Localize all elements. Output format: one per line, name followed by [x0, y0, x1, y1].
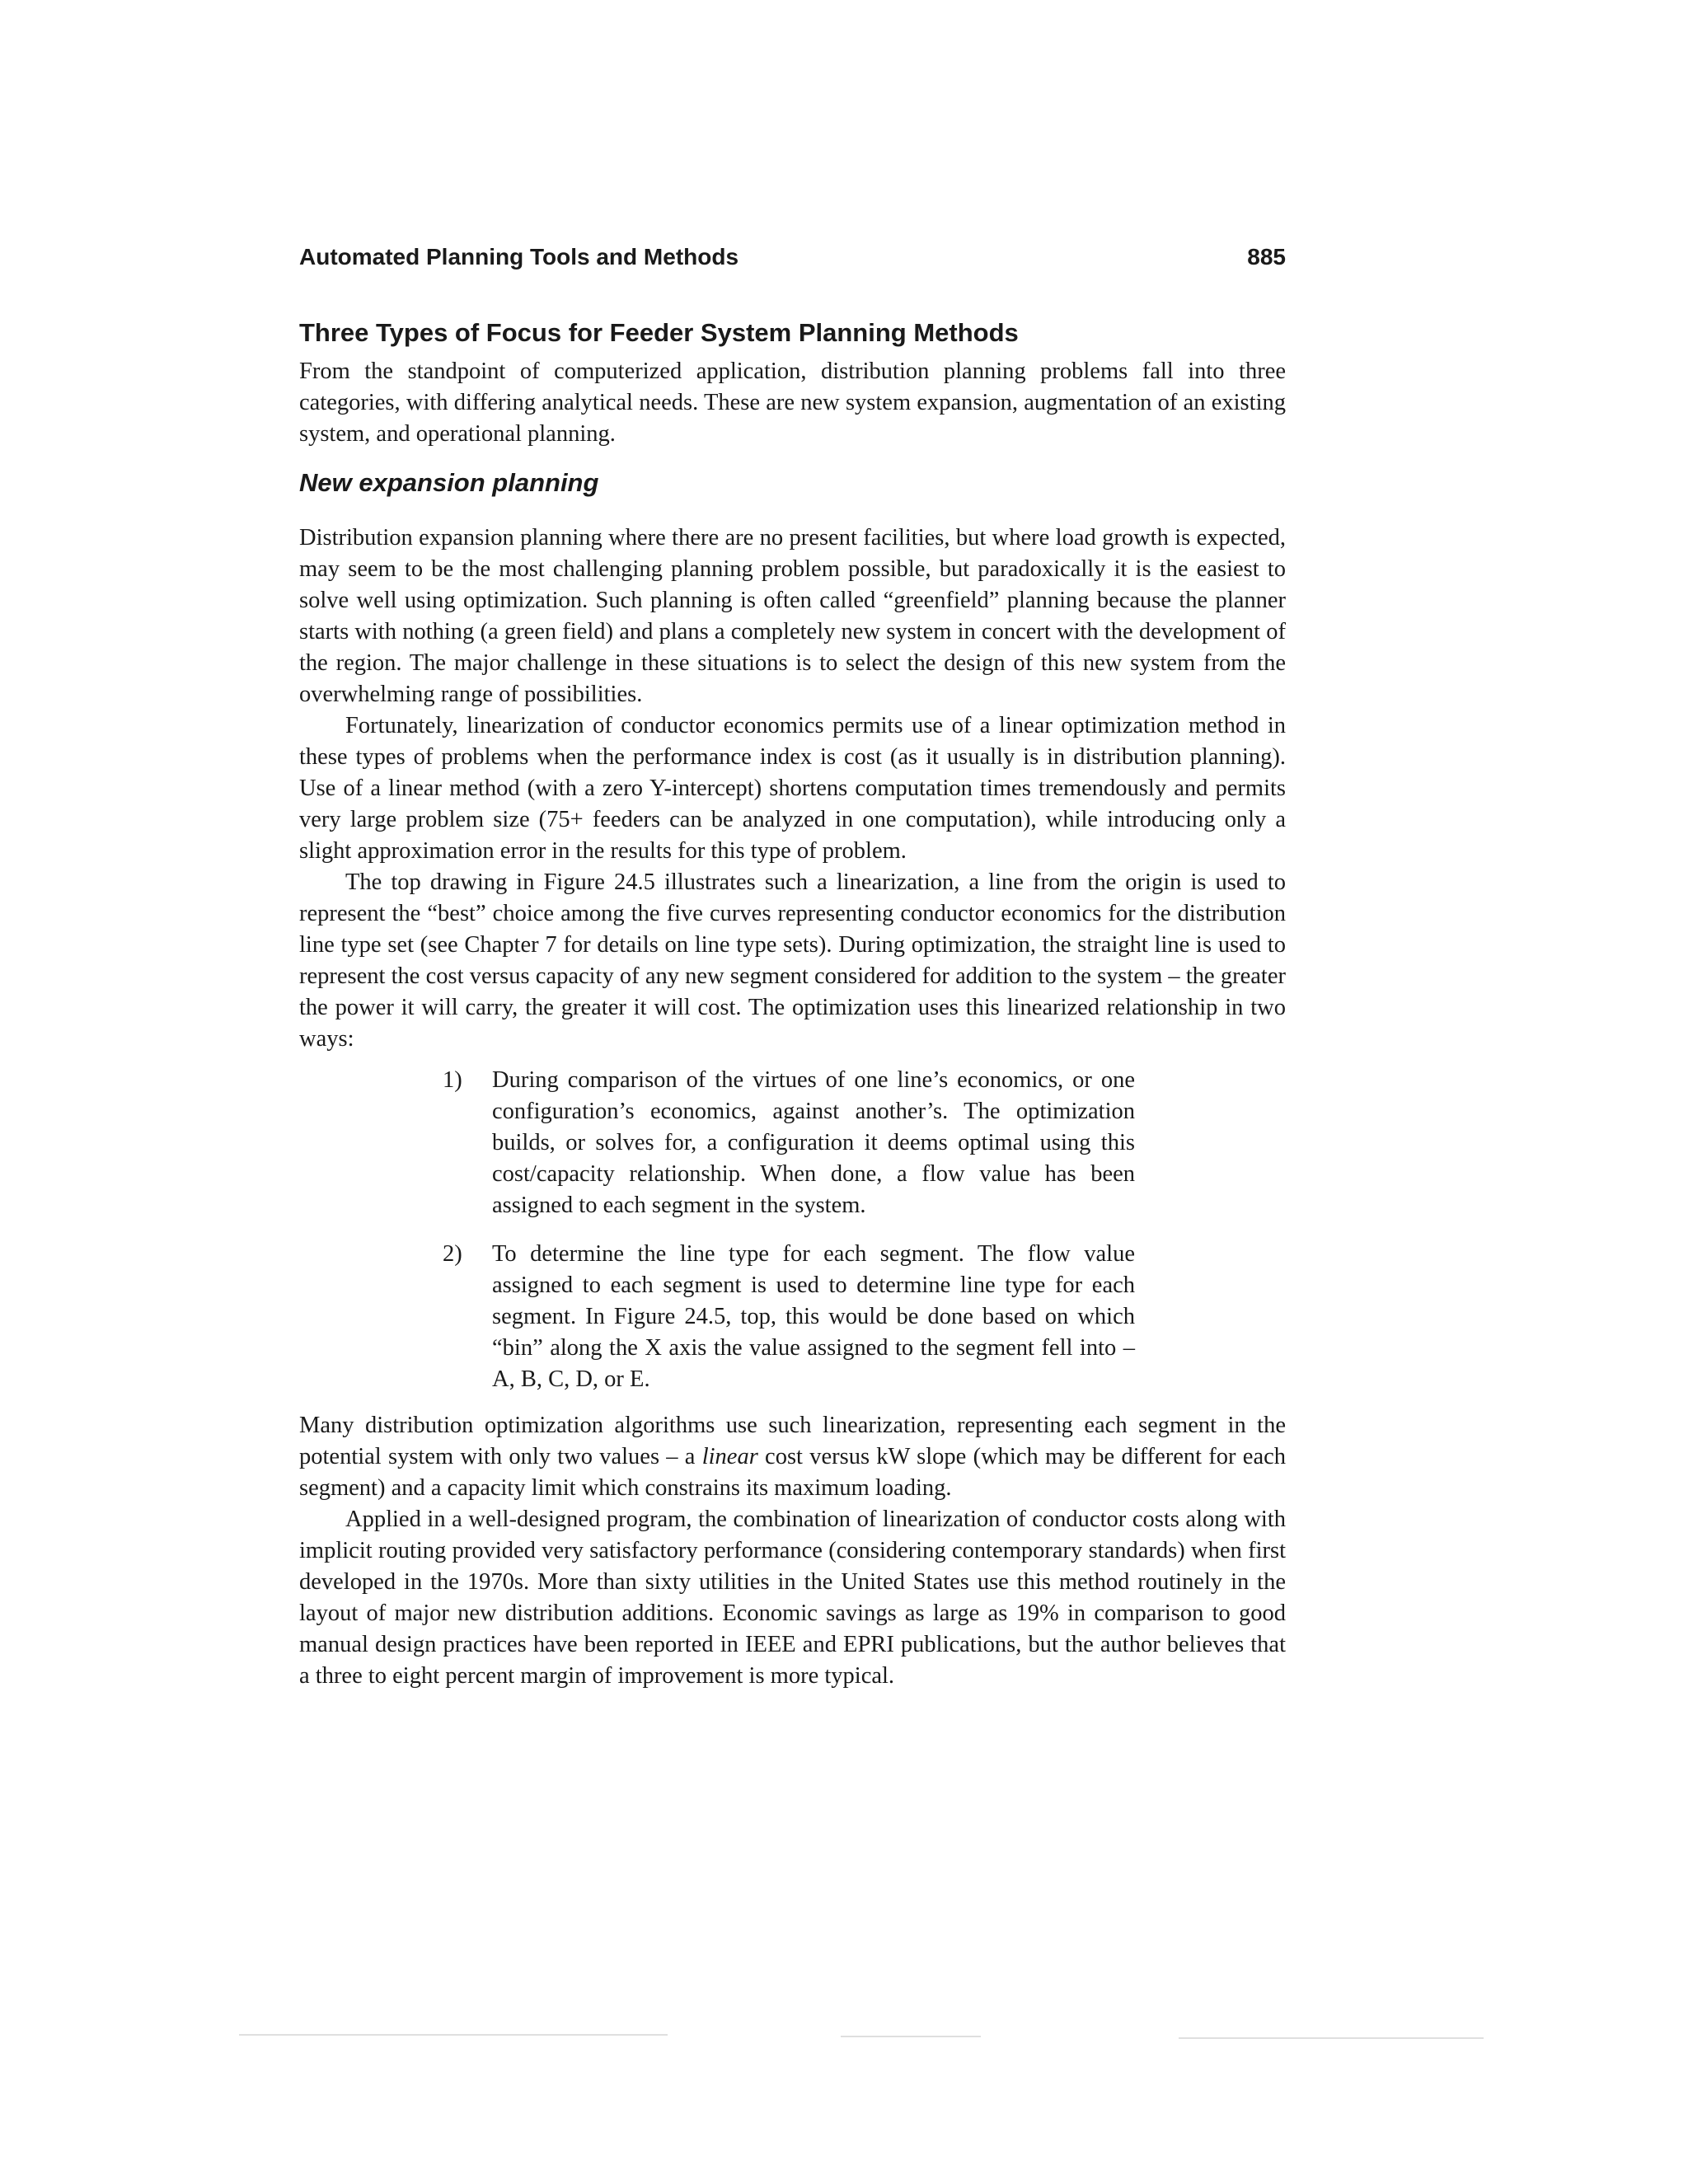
- scan-artifact-line: [1179, 2037, 1484, 2039]
- list-item: [443, 1239, 1135, 1395]
- scan-artifact-line: [841, 2036, 981, 2037]
- list-item-text: To determine the line type for each segment. The flow value assigned to each segment is used to determine line type for each segment. In Figure 24.5, top, this would be done based on which “bin” along the X axis the value assigned to the segment fell into – A, B, C, D, or E.: [492, 1241, 1135, 1392]
- body-paragraph: Distribution expansion planning where there are no present facilities, but where load growth is expected, may seem to be the most challenging planning problem possible, but paradoxically it is the easiest to solve well using optimization. Such planning is often called “greenfield” planning because the planner starts with nothing (a green field) and plans a completely new system in concert with the development of the region. The major challenge in these situations is to select the design of this new system from the overwhelming range of possibilities.: [299, 525, 1286, 707]
- text-run: cost versus kW slope (which may be different for each segment) and a capacity limit which constrains its maximum loading.: [299, 1444, 1286, 1501]
- running-head: [299, 241, 1286, 274]
- body-paragraph: The top drawing in Figure 24.5 illustrates such a linearization, a line from the origin is used to represent the “best” choice among the five curves representing conductor economics for the distribution line type set (see Chapter 7 for details on line type sets). During optimization, the straight line is used to represent the cost versus capacity of any new segment considered for addition to the system – the greater the power it will carry, the greater it will cost. The optimization uses this linearized relationship in two ways:: [299, 869, 1286, 1052]
- body-paragraph: Applied in a well-designed program, the combination of linearization of conductor costs along with implicit routing provided very satisfactory performance (considering contemporary standards) when first developed in the 1970s. More than sixty utilities in the United States use this method routinely in the layout of major new distribution additions. Economic savings as large as 19% in comparison to good manual design practices have been reported in IEEE and EPRI publications, but the author believes that a three to eight percent margin of improvement is more typical.: [299, 1507, 1286, 1689]
- emphasis-text: linear: [701, 1444, 758, 1469]
- scan-artifact-line: [239, 2034, 668, 2036]
- list-item-marker: 2): [443, 1241, 462, 1267]
- book-page: [299, 241, 1286, 1692]
- body-paragraph: Fortunately, linearization of conductor economics permits use of a linear optimization method in these types of problems when the performance index is cost (as it usually is in distribution planning). Use of a linear method (with a zero Y-intercept) shortens computation times tremendously and permits very large problem size (75+ feeders can be analyzed in one computation), while introducing only a slight approximation error in the results for this type of problem.: [299, 713, 1286, 864]
- section-title: Three Types of Focus for Feeder System Planning Methods: [299, 318, 1019, 347]
- text-run: Many distribution optimization algorithms use such linearization, representing each segment in the potential system with only two values – a: [299, 1413, 1286, 1469]
- subsection-title: New expansion planning: [299, 468, 599, 497]
- list-item-text: During comparison of the virtues of one line’s economics, or one configuration’s economics, against another’s. The optimization builds, or solves for, a configuration it deems optimal using this cost/capacity relationship. When done, a flow value has been assigned to each segment in the system.: [492, 1067, 1135, 1218]
- section-intro-paragraph: From the standpoint of computerized application, distribution planning problems fall into three categories, with differing analytical needs. These are new system expansion, augmentation of an existing system, and operational planning.: [299, 359, 1286, 447]
- list-item-marker: 1): [443, 1067, 462, 1093]
- body-paragraph: [299, 1410, 1286, 1504]
- running-head-title: Automated Planning Tools and Methods: [299, 244, 739, 269]
- page-number: 885: [1247, 244, 1286, 269]
- numbered-list: [299, 1065, 1286, 1395]
- list-item: [443, 1065, 1135, 1221]
